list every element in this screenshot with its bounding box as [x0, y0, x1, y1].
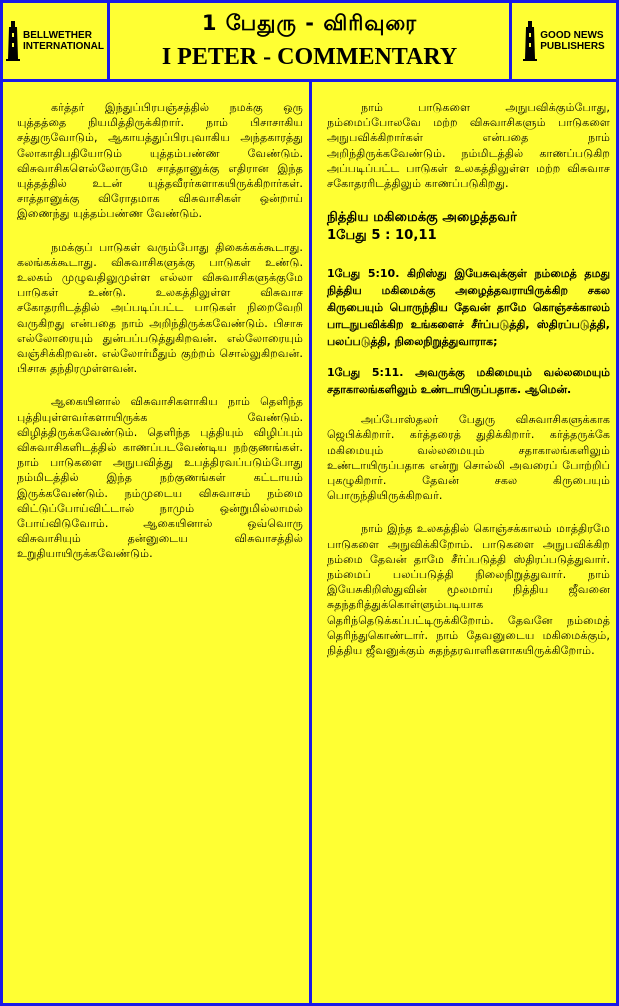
left-paragraph-2: நமக்குப் பாடுகள் வரும்போது திகைக்கக்கூடாது. கலங்கக்கூடாது. விசுவாசிகளுக்கு பாடுகள் உண்டு. உலகம் முழுவதிலுமுள்ள எல்லா விசுவாசிகளுக்குமே பாடுகள் உண்டு. உலகத்திலுள்ள விசுவாச சகோதரரிடத்தில் அப்படிப்பட்ட பாடுகள் நிறைவேறி வருகிறது என்பதை நாம் அறிந்திருக்கவேண்டும். பிசாசு எல்லோரையும் துன்பப்படுத்துகிறவன். எல்லோரையும் வஞ்சிக்கிறவன். எல்லோர்மீதும் குற்றம் சொல்லுகிறவன். பிசாசு தந்திரமுள்ளவன்.: [17, 240, 303, 376]
bellwether-logo: [3, 3, 110, 79]
left-paragraph-1: கர்த்தர் இந்துப்பிரபஞ்சத்தில் நமக்கு ஒரு யுத்தத்தை நியமித்திருக்கிறார். நாம் பிசாசாகிய சத்துருவோடும், ஆகாயத்துப்பிரபுவாகிய அந்தகாரத்து லோகாதிபதியோடும் யுத்தம்பண்ண வேண்டும். விசுவாசிகளெல்லோருமே சாத்தானுக்கு எதிரான இந்த யுத்தத்தில் உடன் யுத்தவீரர்களாகயிருக்கிறார்கள். சாத்தானுக்கு விரோதமாக விசுவாசிகள் ஒன்றாய் இணைந்து யுத்தம்பண்ண வேண்டும்.: [17, 101, 303, 221]
right-intro-paragraph: நாம் பாடுகளை அநுபவிக்கும்போது, நம்மைப்போலவே மற்ற விசுவாசிகளும் பாடுகளை அநுபவிக்கிறார்கள் என்பதை நாம் அறிந்திருக்கவேண்டும். நம்மிடத்தில் காணப்படுகிற அப்படிப்பட்ட பாடுகள் உலகத்திலுள்ள மற்ற விசுவாச சகோதரரிடத்திலும் காணப்படுகிறது.: [327, 101, 610, 191]
tower-icon: [523, 21, 537, 61]
title-english: I PETER - COMMENTARY: [161, 44, 458, 70]
right-logo-text: GOOD NEWS PUBLISHERS: [540, 30, 605, 52]
verse-5-10: 1பேது 5:10. கிறிஸ்து இயேசுவுக்குள் நம்மைத் தமது நித்திய மகிமைக்கு அழைத்தவராயிருக்கிற சகல கிருபையும் பொருந்திய தேவன் தாமே கொஞ்சக்காலம் பாடநுபவிக்கிற உங்களைச் சீர்ப்படுத்தி, ஸ்திரப்படுத்தி, பலப்படுத்தி, நிலைநிறுத்துவாராக;: [327, 267, 610, 349]
left-column: [3, 82, 312, 1003]
left-paragraph-3: ஆகையினால் விசுவாசிகளாகிய நாம் தெளிந்த புத்தியுள்ளவர்களாயிருக்க வேண்டும். விழித்திருக்கவேண்டும். தெளிந்த புத்தியும் விழிப்பும் விசுவாசிகளிடத்தில் காணப்படவேண்டிய நற்குணங்கள். நாம் பாடுகளை அநுபவித்து உபத்திரவப்படும்போது நம்மிடத்தில் இந்த நற்குணங்கள் கட்டாயம் இருக்கவேண்டும். நம்முடைய விசுவாசம் நம்மை விட்டுப்போய்விட்டால் நாமும் ஒன்றுமில்லாமல் போய்விடுவோம். ஆகையினால் ஒவ்வொரு விசுவாசியும் தன்னுடைய விசுவாசத்தில் உறுதியாயிருக்கவேண்டும்.: [17, 395, 303, 561]
title-area: [110, 3, 509, 79]
header: [3, 3, 616, 82]
section-heading-reference: 1பேது 5 : 10,11: [327, 228, 437, 244]
section-heading-title: நித்திய மகிமைக்கு அழைத்தவர்: [327, 210, 517, 226]
right-paragraph-1: அப்போஸ்தலர் பேதுரு விசுவாசிகளுக்காக ஜெபிக்கிறார். கர்த்தரைத் துதிக்கிறார். கர்த்தருக்கே மகிமையும் வல்லமையும் சதாகாலங்களிலும் உண்டாயிருப்பதாக என்று சொல்லி அவரைப் போற்றிப் புகழுகிறார். தேவன் சகல கிருபையும் பொருந்தியிருக்கிறவர்.: [327, 413, 610, 503]
good-news-logo: [509, 3, 616, 79]
left-logo-text: BELLWETHER INTERNATIONAL: [23, 30, 104, 52]
title-tamil: 1 பேதுரு - விரிவுரை: [201, 11, 418, 35]
section-heading: [327, 209, 610, 245]
right-paragraph-2: நாம் இந்த உலகத்தில் கொஞ்சக்காலம் மாத்திரமே பாடுகளை அநுவிக்கிறோம். பாடுகளை அநுபவிக்கிற நம்மை தேவன் தாமே சீர்ப்படுத்தி ஸ்திரப்படுத்துவார். நம்மைப் பலப்படுத்தி நிலைநிறுத்துவார். நாம் இயேசுகிறிஸ்துவின் மூலமாய் நித்திய ஜீவனை சுதந்தரித்துக்கொள்ளும்படியாக தெரிந்தெடுக்கப்பட்டிருக்கிறோம். தேவனே நம்மைத் தெரிந்துகொண்டார். நாம் தேவனுடைய மகிமைக்கும், நித்திய ஜீவனுக்கும் சுதந்தரவாளிகளாகயிருக்கிறோம்.: [327, 522, 610, 658]
tower-icon: [6, 21, 20, 61]
right-column: [315, 82, 616, 1003]
verse-5-11: 1பேது 5:11. அவருக்கு மகிமையும் வல்லமையும் சதாகாலங்களிலும் உண்டாயிருப்பதாக. ஆமென்.: [327, 366, 610, 397]
